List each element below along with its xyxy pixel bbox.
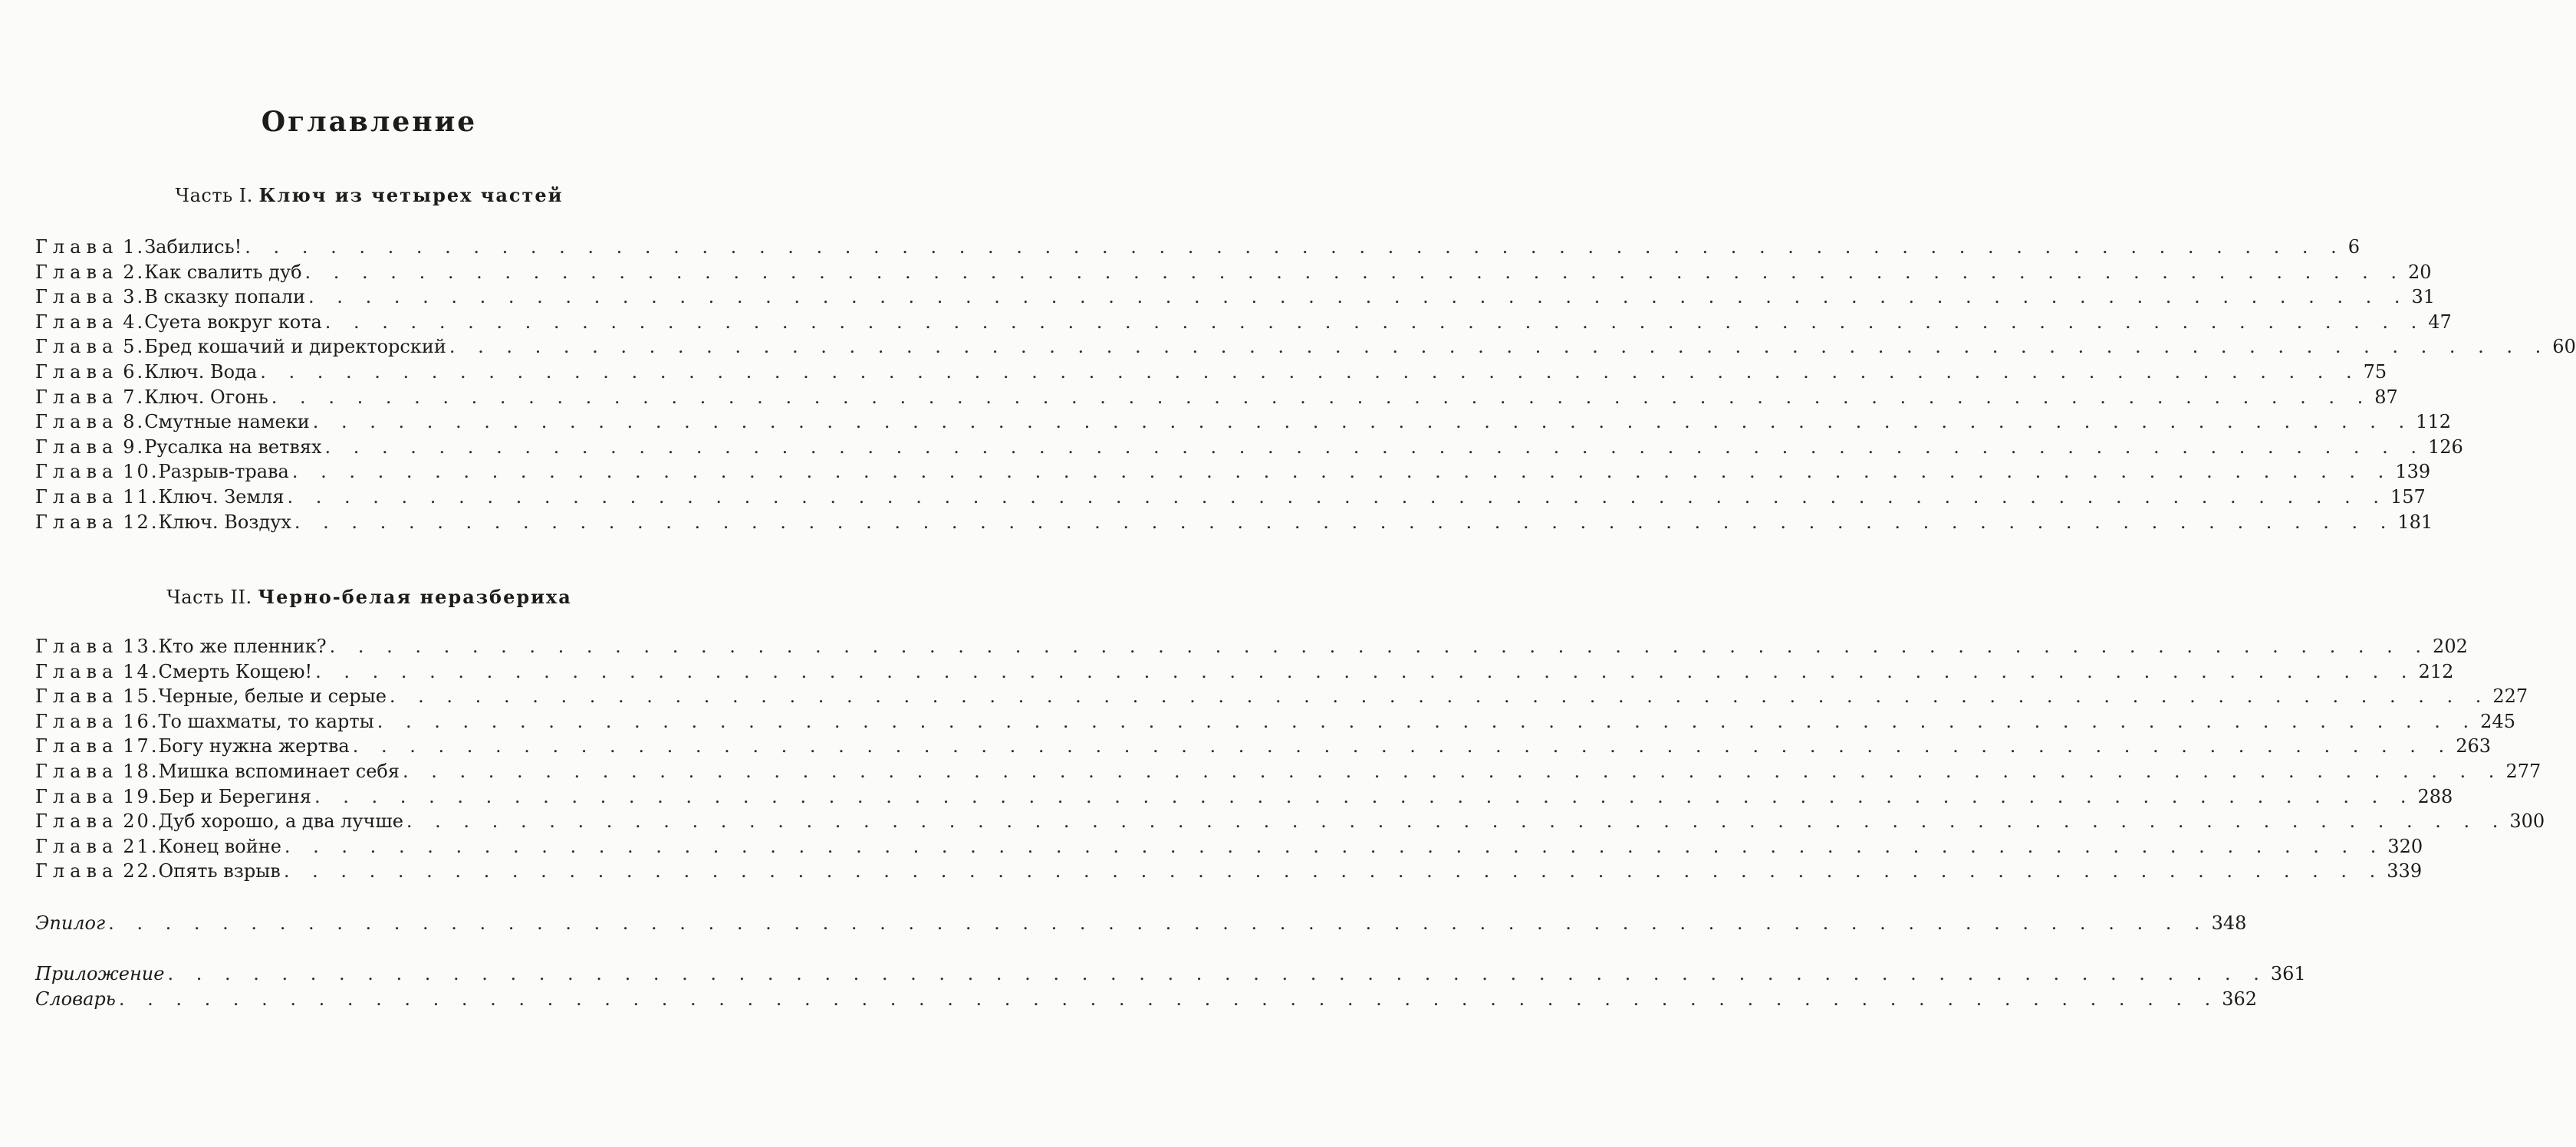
number-dot: . bbox=[150, 710, 157, 732]
chapter-number: 20 bbox=[123, 810, 151, 833]
toc-entry[interactable] bbox=[35, 459, 2431, 484]
toc-entry[interactable] bbox=[35, 235, 2361, 259]
dot-leader: . . . . . . . . . . . . . . . . . . . . . . . . . . . . . . . . . . . . . . . . . . . . . . . . . . . . . . . . . . . . . . . . . . . . . . . . . . bbox=[329, 636, 2430, 657]
chapter-number: 3 bbox=[123, 286, 137, 308]
chapter-number: 15 bbox=[123, 685, 151, 708]
chapter-number: 9 bbox=[123, 435, 137, 458]
page-number: 60 bbox=[2552, 336, 2576, 358]
part-2-prefix: Часть II. bbox=[166, 587, 252, 608]
page-number: 20 bbox=[2407, 261, 2432, 283]
page-number: 75 bbox=[2363, 361, 2387, 383]
chapter-number: 5 bbox=[123, 336, 137, 358]
chapter-label: Глава bbox=[35, 735, 119, 758]
chapter-number: 6 bbox=[123, 361, 137, 383]
dot-leader: . . . . . . . . . . . . . . . . . . . . . . . . . . . . . . . . . . . . . . . . . . . . . . . . . . . . . . . . . . . . . . . . . . . . . . . . . . bbox=[389, 685, 2490, 708]
chapter-number: 4 bbox=[123, 311, 137, 333]
chapter-number: 10 bbox=[123, 461, 151, 483]
chapter-title: Ключ. Воздух bbox=[158, 511, 291, 533]
chapter-number: 14 bbox=[123, 660, 151, 682]
chapter-title: В сказку попали bbox=[144, 286, 306, 308]
page-number: 212 bbox=[2418, 660, 2454, 682]
chapter-label: Глава bbox=[35, 311, 119, 333]
dot-leader: . . . . . . . . . . . . . . . . . . . . . . . . . . . . . . . . . . . . . . . . . . . . . . . . . . . . . . . . . . . . . . . . . . . . . . . . . . bbox=[352, 735, 2453, 758]
toc-entry[interactable] bbox=[35, 709, 2515, 734]
page-number: 300 bbox=[2509, 810, 2545, 833]
chapter-title: То шахматы, то карты bbox=[158, 710, 374, 732]
page-number: 31 bbox=[2411, 286, 2436, 308]
dot-leader: . . . . . . . . . . . . . . . . . . . . . . . . . . . . . . . . . . . . . . . . . . . . . . . . . . . . . . . . . . . . . . . . . . . . . . . . . . bbox=[291, 461, 2393, 483]
number-dot: . bbox=[150, 636, 157, 657]
number-dot: . bbox=[150, 761, 157, 782]
chapter-title: Конец войне bbox=[158, 835, 281, 857]
dot-leader: . . . . . . . . . . . . . . . . . . . . . . . . . . . . . . . . . . . . . . . . . . . . . . . . . . . . . . . . . . . . . . . . . . . . . . . . . . bbox=[260, 361, 2361, 383]
chapter-number: 8 bbox=[123, 411, 137, 433]
chapter-title: Бред кошачий и директорский bbox=[144, 336, 446, 358]
chapter-label: Глава bbox=[35, 860, 119, 882]
part-1-title: Ключ из четырех частей bbox=[258, 184, 564, 206]
chapter-label: Глава bbox=[35, 486, 119, 508]
page-number: 47 bbox=[2428, 311, 2452, 333]
chapter-label: Глава bbox=[35, 261, 119, 283]
chapter-label: Глава bbox=[35, 236, 119, 258]
chapter-number: 19 bbox=[123, 785, 151, 807]
chapter-number: 16 bbox=[123, 710, 151, 732]
part-1-prefix: Часть I. bbox=[175, 185, 253, 206]
toc-entry[interactable] bbox=[35, 809, 2545, 833]
dot-leader: . . . . . . . . . . . . . . . . . . . . . . . . . . . . . . . . . . . . . . . . . . . . . . . . . . . . . . . . . . . . . . . . . . . . . . . . . . bbox=[402, 761, 2503, 782]
chapter-label: Глава bbox=[35, 636, 119, 657]
chapter-number: 11 bbox=[123, 486, 151, 508]
chapter-label: Глава bbox=[35, 286, 119, 308]
chapter-title: Как свалить дуб bbox=[144, 261, 302, 283]
chapter-number: 1 bbox=[123, 236, 137, 258]
dot-leader: . . . . . . . . . . . . . . . . . . . . . . . . . . . . . . . . . . . . . . . . . . . . . . . . . . . . . . . . . . . . . . . . . . . . . . . . . . bbox=[315, 660, 2416, 682]
chapter-label: Глава bbox=[35, 361, 119, 383]
chapter-number: 22 bbox=[123, 860, 151, 882]
dot-leader: . . . . . . . . . . . . . . . . . . . . . . . . . . . . . . . . . . . . . . . . . . . . . . . . . . . . . . . . . . . . . . . . . . . . . . . . . . bbox=[118, 988, 2219, 1010]
chapter-title: Черные, белые и серые bbox=[158, 685, 387, 708]
dot-leader: . . . . . . . . . . . . . . . . . . . . . . . . . . . . . . . . . . . . . . . . . . . . . . . . . . . . . . . . . . . . . . . . . . . . . . . . . . bbox=[324, 435, 2425, 458]
number-dot: . bbox=[150, 735, 157, 758]
number-dot: . bbox=[137, 261, 143, 283]
number-dot: . bbox=[137, 435, 143, 458]
chapter-title: Ключ. Земля bbox=[158, 486, 285, 508]
chapter-number: 7 bbox=[123, 386, 137, 408]
toc-entry[interactable] bbox=[35, 759, 2541, 784]
toc-entry[interactable] bbox=[35, 260, 2432, 284]
page-number: 126 bbox=[2427, 435, 2463, 458]
chapter-number: 12 bbox=[123, 511, 151, 533]
page-number: 181 bbox=[2397, 511, 2433, 533]
chapter-number: 2 bbox=[123, 261, 137, 283]
chapter-title: Дуб хорошо, а два лучше bbox=[158, 810, 403, 833]
chapter-number: 13 bbox=[123, 636, 151, 657]
dot-leader: . . . . . . . . . . . . . . . . . . . . . . . . . . . . . . . . . . . . . . . . . . . . . . . . . . . . . . . . . . . . . . . . . . . . . . . . . . bbox=[283, 860, 2384, 882]
page-number: 361 bbox=[2270, 963, 2306, 984]
dot-leader: . . . . . . . . . . . . . . . . . . . . . . . . . . . . . . . . . . . . . . . . . . . . . . . . . . . . . . . . . . . . . . . . . . . . . . . . . . bbox=[377, 710, 2478, 732]
number-dot: . bbox=[150, 810, 157, 833]
toc-entry[interactable] bbox=[35, 409, 2451, 434]
toc-entry-extra[interactable] bbox=[35, 987, 2258, 1011]
toc-entry[interactable] bbox=[35, 435, 2463, 459]
number-dot: . bbox=[150, 511, 157, 533]
toc-entry[interactable] bbox=[35, 284, 2436, 309]
chapter-title: Смерть Кощею! bbox=[158, 660, 313, 682]
toc-entry[interactable] bbox=[35, 834, 2423, 859]
chapter-label: Глава bbox=[35, 336, 119, 358]
toc-entry[interactable] bbox=[35, 859, 2423, 883]
chapter-label: Глава bbox=[35, 685, 119, 708]
page-number: 348 bbox=[2211, 912, 2247, 934]
chapter-title: Суета вокруг кота bbox=[144, 311, 322, 333]
number-dot: . bbox=[137, 411, 143, 433]
page-number: 157 bbox=[2390, 486, 2426, 508]
dot-leader: . . . . . . . . . . . . . . . . . . . . . . . . . . . . . . . . . . . . . . . . . . . . . . . . . . . . . . . . . . . . . . . . . . . . . . . . . . bbox=[294, 511, 2395, 533]
chapter-label: Глава bbox=[35, 660, 119, 682]
part-2-title: Черно-белая неразбериха bbox=[258, 586, 572, 608]
page-number: 339 bbox=[2387, 860, 2423, 882]
page-number: 288 bbox=[2417, 785, 2453, 807]
dot-leader: . . . . . . . . . . . . . . . . . . . . . . . . . . . . . . . . . . . . . . . . . . . . . . . . . . . . . . . . . . . . . . . . . . . . . . . . . . bbox=[108, 912, 2209, 934]
toc-entry[interactable] bbox=[35, 334, 2576, 359]
page-number: 320 bbox=[2387, 835, 2423, 857]
chapter-title: Разрыв-трава bbox=[158, 461, 289, 483]
extra-title: Словарь bbox=[35, 988, 116, 1010]
chapter-title: Кто же пленник? bbox=[158, 636, 327, 657]
page-number: 112 bbox=[2416, 411, 2451, 433]
dot-leader: . . . . . . . . . . . . . . . . . . . . . . . . . . . . . . . . . . . . . . . . . . . . . . . . . . . . . . . . . . . . . . . . . . . . . . . . . . bbox=[314, 785, 2415, 807]
chapter-label: Глава bbox=[35, 511, 119, 533]
chapter-label: Глава bbox=[35, 461, 119, 483]
chapter-title: Бер и Берегиня bbox=[158, 785, 312, 807]
chapter-label: Глава bbox=[35, 835, 119, 857]
toc-entry[interactable] bbox=[35, 510, 2433, 534]
chapter-title: Русалка на ветвях bbox=[144, 435, 322, 458]
toc-entry[interactable] bbox=[35, 784, 2453, 809]
chapter-title: Опять взрыв bbox=[158, 860, 281, 882]
page-number: 202 bbox=[2433, 636, 2468, 657]
dot-leader: . . . . . . . . . . . . . . . . . . . . . . . . . . . . . . . . . . . . . . . . . . . . . . . . . . . . . . . . . . . . . . . . . . . . . . . . . . bbox=[284, 835, 2385, 857]
toc-entry[interactable] bbox=[35, 684, 2528, 708]
page-number: 362 bbox=[2222, 988, 2258, 1010]
chapter-label: Глава bbox=[35, 386, 119, 408]
dot-leader: . . . . . . . . . . . . . . . . . . . . . . . . . . . . . . . . . . . . . . . . . . . . . . . . . . . . . . . . . . . . . . . . . . . . . . . . . . bbox=[287, 486, 2387, 508]
dot-leader: . . . . . . . . . . . . . . . . . . . . . . . . . . . . . . . . . . . . . . . . . . . . . . . . . . . . . . . . . . . . . . . . . . . . . . . . . . bbox=[406, 810, 2507, 833]
number-dot: . bbox=[137, 311, 143, 333]
number-dot: . bbox=[150, 835, 157, 857]
dot-leader: . . . . . . . . . . . . . . . . . . . . . . . . . . . . . . . . . . . . . . . . . . . . . . . . . . . . . . . . . . . . . . . . . . . . . . . . . . bbox=[308, 286, 2409, 308]
page-number: 87 bbox=[2374, 386, 2398, 408]
toc-entry[interactable] bbox=[35, 385, 2398, 409]
extra-title: Эпилог bbox=[35, 912, 106, 934]
toc-entry[interactable] bbox=[35, 734, 2491, 758]
page-number: 277 bbox=[2505, 761, 2541, 782]
dot-leader: . . . . . . . . . . . . . . . . . . . . . . . . . . . . . . . . . . . . . . . . . . . . . . . . . . . . . . . . . . . . . . . . . . . . . . . . . . bbox=[271, 386, 2372, 408]
chapter-label: Глава bbox=[35, 710, 119, 732]
toc-entry[interactable] bbox=[35, 485, 2426, 509]
dot-leader: . . . . . . . . . . . . . . . . . . . . . . . . . . . . . . . . . . . . . . . . . . . . . . . . . . . . . . . . . . . . . . . . . . . . . . . . . . bbox=[312, 411, 2413, 433]
number-dot: . bbox=[150, 685, 157, 708]
number-dot: . bbox=[150, 486, 157, 508]
chapter-number: 17 bbox=[123, 735, 151, 758]
number-dot: . bbox=[150, 785, 157, 807]
page-number: 227 bbox=[2492, 685, 2528, 708]
chapter-title: Мишка вспоминает себя bbox=[158, 761, 400, 782]
number-dot: . bbox=[150, 461, 157, 483]
number-dot: . bbox=[137, 236, 143, 258]
number-dot: . bbox=[137, 286, 143, 308]
toc-entry[interactable] bbox=[35, 360, 2387, 384]
part-1-heading bbox=[0, 184, 739, 206]
chapter-label: Глава bbox=[35, 435, 119, 458]
chapter-title: Богу нужна жертва bbox=[158, 735, 350, 758]
number-dot: . bbox=[137, 336, 143, 358]
chapter-title: Смутные намеки bbox=[144, 411, 310, 433]
dot-leader: . . . . . . . . . . . . . . . . . . . . . . . . . . . . . . . . . . . . . . . . . . . . . . . . . . . . . . . . . . . . . . . . . . . . . . . . . . bbox=[167, 963, 2268, 984]
toc-entry[interactable] bbox=[35, 310, 2452, 334]
chapter-label: Глава bbox=[35, 810, 119, 833]
number-dot: . bbox=[150, 860, 157, 882]
dot-leader: . . . . . . . . . . . . . . . . . . . . . . . . . . . . . . . . . . . . . . . . . . . . . . . . . . . . . . . . . . . . . . . . . . . . . . . . . . bbox=[245, 236, 2345, 258]
chapter-title: Ключ. Вода bbox=[144, 361, 258, 383]
number-dot: . bbox=[137, 361, 143, 383]
page-number: 6 bbox=[2347, 236, 2361, 258]
chapter-number: 21 bbox=[123, 835, 151, 857]
chapter-label: Глава bbox=[35, 761, 119, 782]
number-dot: . bbox=[137, 386, 143, 408]
toc-entry[interactable] bbox=[35, 634, 2468, 659]
number-dot: . bbox=[150, 660, 157, 682]
page-title: Оглавление bbox=[261, 106, 478, 138]
toc-entry[interactable] bbox=[35, 659, 2454, 684]
extra-title: Приложение bbox=[35, 963, 165, 984]
chapter-label: Глава bbox=[35, 411, 119, 433]
page-number: 139 bbox=[2395, 461, 2431, 483]
chapter-title: Ключ. Огонь bbox=[144, 386, 268, 408]
chapter-title: Забились! bbox=[144, 236, 242, 258]
toc-entry-extra[interactable] bbox=[35, 911, 2247, 935]
toc-entry-extra[interactable] bbox=[35, 961, 2306, 986]
dot-leader: . . . . . . . . . . . . . . . . . . . . . . . . . . . . . . . . . . . . . . . . . . . . . . . . . . . . . . . . . . . . . . . . . . . . . . . . . . bbox=[449, 336, 2550, 358]
page-number: 245 bbox=[2480, 710, 2515, 732]
chapter-number: 18 bbox=[123, 761, 151, 782]
dot-leader: . . . . . . . . . . . . . . . . . . . . . . . . . . . . . . . . . . . . . . . . . . . . . . . . . . . . . . . . . . . . . . . . . . . . . . . . . . bbox=[324, 311, 2426, 333]
chapter-label: Глава bbox=[35, 785, 119, 807]
part-2-heading bbox=[0, 586, 739, 608]
page-number: 263 bbox=[2456, 735, 2491, 758]
dot-leader: . . . . . . . . . . . . . . . . . . . . . . . . . . . . . . . . . . . . . . . . . . . . . . . . . . . . . . . . . . . . . . . . . . . . . . . . . . bbox=[304, 261, 2405, 283]
